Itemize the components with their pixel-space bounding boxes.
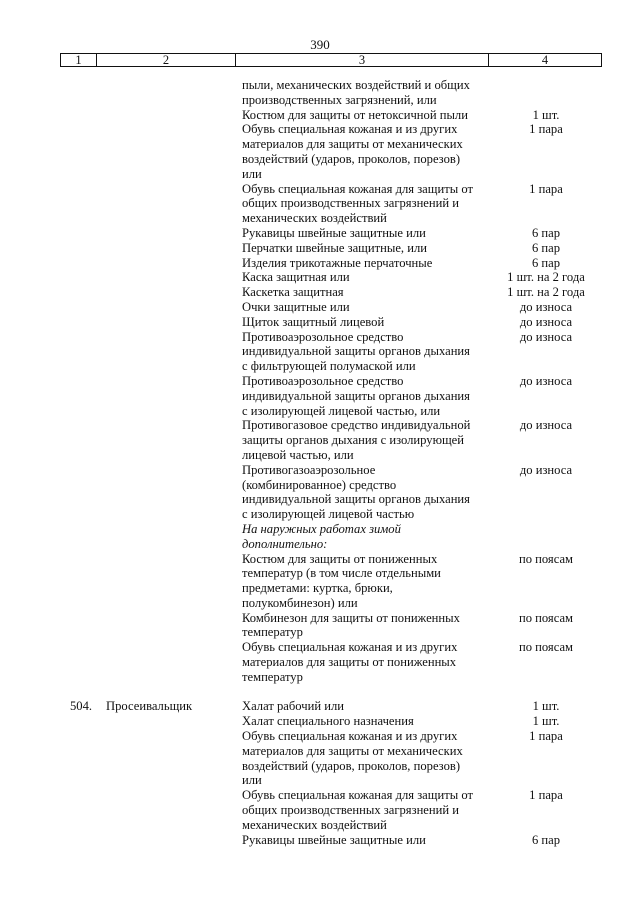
- table-row: [0, 507, 640, 522]
- item-text: Рукавицы швейные защитные или: [242, 832, 426, 847]
- table-row: [0, 670, 640, 685]
- table-body: [0, 78, 640, 847]
- item-text: механических воздействий: [242, 817, 387, 832]
- item-text: Рукавицы швейные защитные или: [242, 225, 426, 240]
- table-row: [0, 744, 640, 759]
- item-text: или: [242, 166, 262, 181]
- item-text: Изделия трикотажные перчаточные: [242, 255, 433, 270]
- norm-value: 1 шт. на 2 года: [507, 270, 585, 285]
- row-spacer: [0, 685, 640, 700]
- norm-value: до износа: [519, 418, 573, 433]
- table-row: [0, 300, 640, 315]
- table-row: [0, 818, 640, 833]
- item-text: воздействий (ударов, проколов, порезов): [242, 758, 461, 773]
- item-text: индивидуальной защиты органов дыхания: [242, 344, 470, 359]
- item-text: Комбинезон для защиты от пониженных: [242, 610, 460, 625]
- table-row: [0, 167, 640, 182]
- item-text: Обувь специальная кожаная и из других: [242, 122, 458, 137]
- table-row: [0, 226, 640, 241]
- table-row: [0, 803, 640, 818]
- norm-value: по поясам: [518, 610, 574, 625]
- table-row: [0, 433, 640, 448]
- item-text: Каска защитная или: [242, 270, 350, 285]
- row-number: 504.: [70, 699, 93, 714]
- item-text: Костюм для защиты от пониженных: [242, 551, 438, 566]
- norm-value: 6 пар: [531, 255, 561, 270]
- column-header-4: 4: [541, 53, 549, 67]
- table-row: [0, 463, 640, 478]
- item-text: индивидуальной защиты органов дыхания: [242, 388, 470, 403]
- table-row: [0, 788, 640, 803]
- item-text: Противоаэрозольное средство: [242, 373, 404, 388]
- table-row: [0, 182, 640, 197]
- item-text: лицевой частью, или: [242, 447, 354, 462]
- norm-value: по поясам: [518, 640, 574, 655]
- item-text: Костюм для защиты от нетоксичной пыли: [242, 107, 468, 122]
- table-row: [0, 241, 640, 256]
- table-row: [0, 285, 640, 300]
- table-row: [0, 108, 640, 123]
- table-row: [0, 315, 640, 330]
- item-text: с изолирующей лицевой частью, или: [242, 403, 441, 418]
- item-text: с изолирующей лицевой частью: [242, 507, 415, 522]
- item-text: (комбинированное) средство: [242, 477, 397, 492]
- table-row: [0, 581, 640, 596]
- table-row: [0, 492, 640, 507]
- table-row: [0, 359, 640, 374]
- item-text: На наружных работах зимой: [242, 521, 401, 536]
- item-text: Халат рабочий или: [242, 699, 344, 714]
- norm-value: 1 шт.: [532, 714, 560, 729]
- item-text: Перчатки швейные защитные, или: [242, 240, 427, 255]
- table-row: [0, 330, 640, 345]
- item-text: воздействий (ударов, проколов, порезов): [242, 151, 461, 166]
- table-row: [0, 729, 640, 744]
- table-row: [0, 211, 640, 226]
- table-row: [0, 552, 640, 567]
- item-text: индивидуальной защиты органов дыхания: [242, 492, 470, 507]
- item-text: Очки защитные или: [242, 299, 350, 314]
- table-row: [0, 137, 640, 152]
- norm-value: по поясам: [518, 551, 574, 566]
- norm-value: до износа: [519, 373, 573, 388]
- table-row: [0, 522, 640, 537]
- norm-value: до износа: [519, 329, 573, 344]
- norm-value: 1 шт.: [532, 107, 560, 122]
- table-row: [0, 418, 640, 433]
- item-text: Обувь специальная кожаная и из других: [242, 729, 458, 744]
- table-row: [0, 478, 640, 493]
- item-text: защиты органов дыхания с изолирующей: [242, 433, 465, 448]
- table-row: [0, 78, 640, 93]
- table-row: [0, 270, 640, 285]
- table-row: [0, 773, 640, 788]
- norm-value: до износа: [519, 314, 573, 329]
- page-number: 390: [310, 37, 330, 52]
- table-row: [0, 611, 640, 626]
- table-row: [0, 640, 640, 655]
- item-text: дополнительно:: [242, 536, 328, 551]
- item-text: материалов для защиты от пониженных: [242, 655, 457, 670]
- norm-value: 6 пар: [531, 240, 561, 255]
- table-header: [60, 53, 602, 67]
- table-row: [0, 833, 640, 848]
- item-text: Обувь специальная кожаная и из других: [242, 640, 458, 655]
- item-text: Обувь специальная кожаная для защиты от: [242, 181, 473, 196]
- item-text: Халат специального назначения: [242, 714, 414, 729]
- item-text: механических воздействий: [242, 211, 387, 226]
- item-text: общих производственных загрязнений и: [242, 196, 460, 211]
- table-row: [0, 404, 640, 419]
- table-row: [0, 374, 640, 389]
- norm-value: 1 пара: [529, 122, 563, 137]
- item-text: производственных загрязнений, или: [242, 92, 437, 107]
- item-text: пыли, механических воздействий и общих: [242, 78, 470, 92]
- norm-value: 6 пар: [531, 225, 561, 240]
- profession-name: Просеивальщик: [106, 699, 193, 714]
- item-text: Противогазовое средство индивидуальной: [242, 418, 471, 433]
- item-text: Щиток защитный лицевой: [242, 314, 385, 329]
- item-text: материалов для защиты от механических: [242, 137, 463, 152]
- item-text: Противогазоаэрозольное: [242, 462, 376, 477]
- table-row: [0, 625, 640, 640]
- table-row: [0, 759, 640, 774]
- norm-value: 6 пар: [531, 832, 561, 847]
- table-row: [0, 537, 640, 552]
- item-text: температур (в том числе отдельными: [242, 566, 441, 581]
- table-row: [0, 566, 640, 581]
- norm-value: 1 пара: [529, 181, 563, 196]
- table-row: [0, 699, 640, 714]
- table-row: [0, 389, 640, 404]
- item-text: Противоаэрозольное средство: [242, 329, 404, 344]
- item-text: Обувь специальная кожаная для защиты от: [242, 788, 473, 803]
- norm-value: 1 шт. на 2 года: [507, 285, 585, 300]
- item-text: предметами: куртка, брюки,: [242, 581, 393, 596]
- norm-value: до износа: [519, 462, 573, 477]
- item-text: или: [242, 773, 262, 788]
- norm-value: 1 пара: [529, 788, 563, 803]
- item-text: полукомбинезон) или: [242, 595, 358, 610]
- column-header-2: 2: [97, 54, 236, 66]
- table-row: [0, 93, 640, 108]
- table-row: [0, 596, 640, 611]
- table-row: [0, 714, 640, 729]
- table-row: [0, 256, 640, 271]
- table-row: [0, 196, 640, 211]
- item-text: температур: [242, 669, 303, 684]
- column-header-1: 1: [61, 54, 97, 66]
- item-text: Каскетка защитная: [242, 285, 344, 300]
- item-text: температур: [242, 625, 303, 640]
- table-row: [0, 122, 640, 137]
- item-text: материалов для защиты от механических: [242, 743, 463, 758]
- norm-value: 1 пара: [529, 729, 563, 744]
- item-text: общих производственных загрязнений и: [242, 803, 460, 818]
- table-row: [0, 344, 640, 359]
- norm-value: 1 шт.: [532, 699, 560, 714]
- table-row: [0, 655, 640, 670]
- column-header-3: 3: [236, 54, 489, 66]
- table-row: [0, 152, 640, 167]
- norm-value: до износа: [519, 299, 573, 314]
- item-text: с фильтрующей полумаской или: [242, 359, 416, 374]
- table-row: [0, 448, 640, 463]
